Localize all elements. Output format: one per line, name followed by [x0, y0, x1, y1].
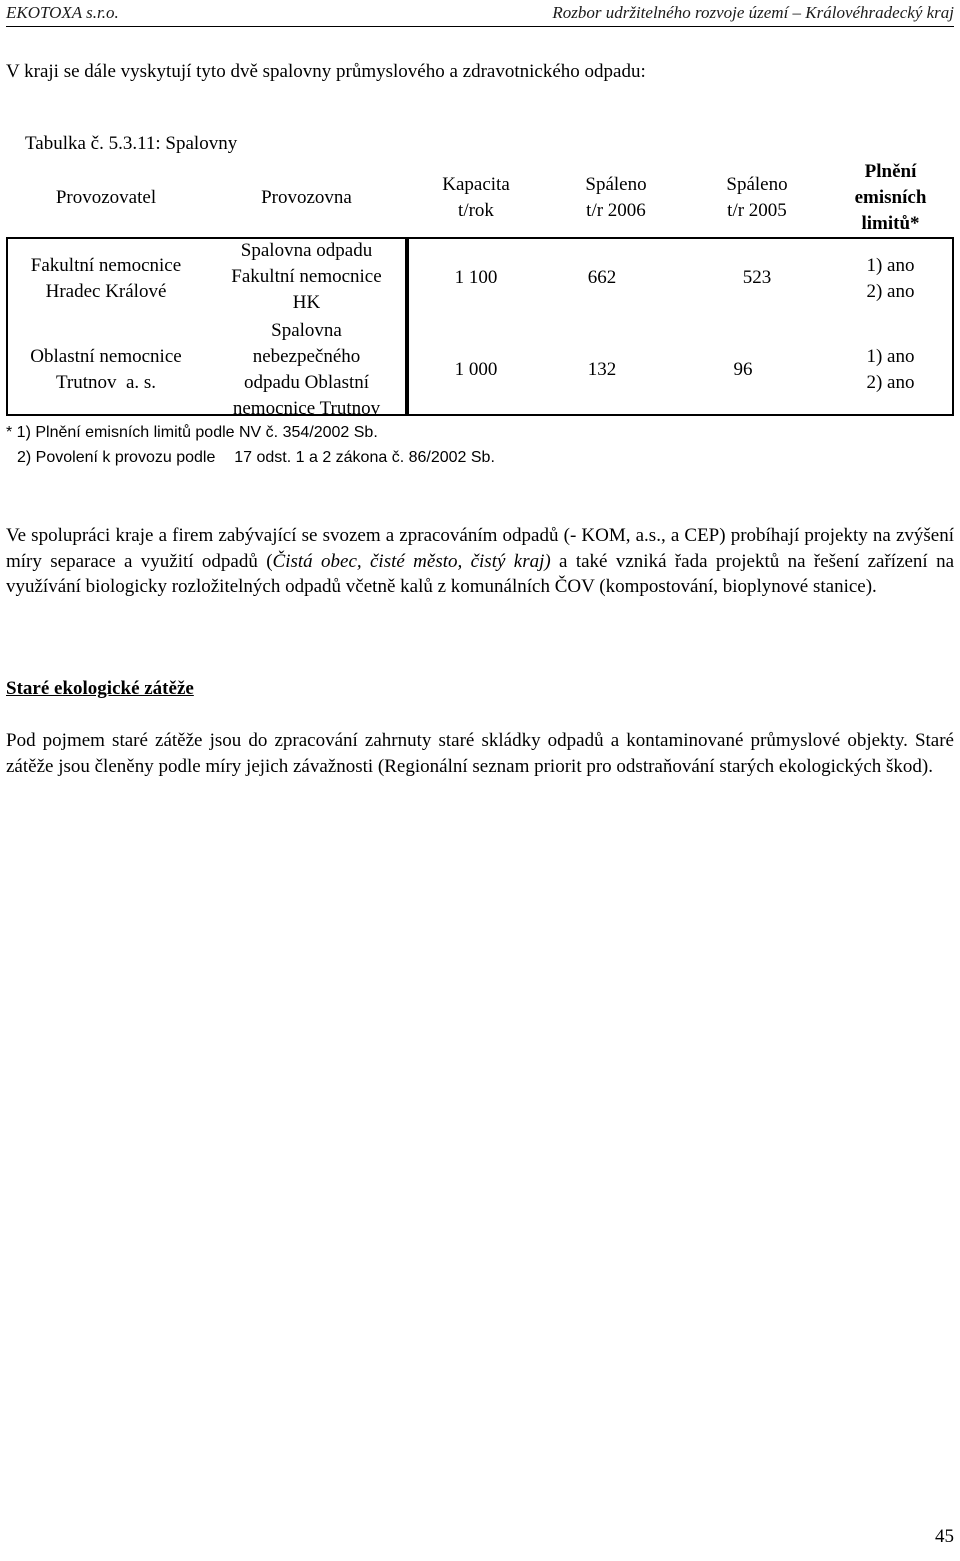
- header-spaleno-2005: [687, 172, 827, 224]
- row2-spaleno-2006: 132: [587, 359, 617, 380]
- row2-spaleno-2005: 96: [733, 359, 753, 380]
- row2-provozovatel: [6, 344, 206, 396]
- header-spaleno-2006: [545, 172, 687, 224]
- header-kapacita-line1: Kapacita: [442, 174, 510, 195]
- section-heading: Staré ekologické zátěže: [6, 678, 194, 699]
- page-number: 45: [935, 1526, 954, 1547]
- row1-spaleno-2006: 662: [587, 267, 617, 288]
- row2-plneni: [827, 344, 954, 396]
- row2-provozovna: [206, 318, 407, 422]
- row1-provozovna-line2: Fakultní nemocnice: [231, 266, 382, 287]
- header-plneni-line1: Plnění: [864, 161, 917, 182]
- paragraph-cooperation-part1: Ve spolupráci kraje a firem zabývající se svozem a zpracováním odpadů (- KOM, a.s., a CEP) probíhají projekty na zvýšení míry separace a využití odpadů (: [6, 525, 954, 572]
- header-plneni-line2: emisních: [854, 187, 927, 208]
- row2-kapacita: 1 000: [454, 359, 498, 380]
- row1-provozovatel-line1: Fakultní nemocnice: [30, 255, 182, 276]
- header-spaleno-2005-line1: Spáleno: [726, 174, 788, 195]
- page-header: [6, 0, 954, 27]
- row2-plneni-line2: 2) ano: [866, 372, 915, 393]
- row2-provozovna-line3: odpadu Oblastní: [243, 372, 370, 393]
- paragraph-cooperation-part2: a také vzniká řada projektů na řešení zařízení na využívání biologicky rozložitelných odpadů včetně kalů z komunálních ČOV (kompostování, bioplynové stanice).: [6, 550, 954, 598]
- header-provozovna: Provozovna: [261, 187, 352, 208]
- paragraph-cooperation: [6, 523, 954, 600]
- row2-provozovna-line2: nebezpečného: [252, 346, 361, 367]
- header-company: EKOTOXA s.r.o.: [6, 3, 119, 22]
- incinerators-table: [6, 157, 954, 419]
- header-spaleno-2006-line2: t/r 2006: [586, 200, 646, 221]
- row2-provozovna-line4: nemocnice Trutnov: [232, 398, 381, 419]
- row2-provozovatel-line2: Trutnov a. s.: [55, 372, 157, 393]
- table-note-2-end: 17 odst. 1 a 2 zákona č. 86/2002 Sb.: [234, 449, 495, 466]
- table-note-1: * 1) Plnění emisních limitů podle NV č. 354/2002 Sb.: [6, 424, 378, 441]
- header-kapacita: [407, 172, 545, 224]
- row1-provozovna: [206, 238, 407, 316]
- row2-provozovatel-line1: Oblastní nemocnice: [30, 346, 182, 367]
- intro-text: V kraji se dále vyskytují tyto dvě spalovny průmyslového a zdravotnického odpadu:: [6, 61, 646, 82]
- row1-provozovna-line1: Spalovna odpadu: [240, 240, 373, 261]
- header-plneni: [827, 159, 954, 237]
- row1-plneni-line2: 2) ano: [866, 281, 915, 302]
- row1-provozovatel: [6, 253, 206, 305]
- header-plneni-line3: limitů*: [861, 213, 920, 234]
- paragraph-old-burdens: Pod pojmem staré zátěže jsou do zpracování zahrnuty staré skládky odpadů a kontaminované průmyslové objekty. Staré zátěže jsou členěny podle míry jejich závažnosti (Regionální seznam priorit pro odstraňování starých ekologických škod).: [6, 730, 954, 777]
- row1-spaleno-2005: 523: [742, 267, 772, 288]
- header-spaleno-2006-line1: Spáleno: [585, 174, 647, 195]
- row2-plneni-line1: 1) ano: [866, 346, 915, 367]
- row1-provozovatel-line2: Hradec Králové: [45, 281, 167, 302]
- header-document-title: Rozbor udržitelného rozvoje území – Královéhradecký kraj: [552, 3, 954, 22]
- row1-plneni-line1: 1) ano: [866, 255, 915, 276]
- table-note-2: [17, 449, 495, 467]
- row1-plneni: [827, 253, 954, 305]
- row1-provozovna-line3: HK: [292, 292, 321, 313]
- table-note-2-start: 2) Povolení k provozu podle: [17, 449, 216, 466]
- table-caption: Tabulka č. 5.3.11: Spalovny: [25, 133, 238, 154]
- header-provozovatel: Provozovatel: [55, 187, 157, 208]
- row1-kapacita: 1 100: [454, 267, 498, 288]
- paragraph-cooperation-italic: Čistá obec, čisté město, čistý kraj): [272, 550, 551, 572]
- header-spaleno-2005-line2: t/r 2005: [727, 200, 787, 221]
- header-kapacita-line2: t/rok: [458, 200, 494, 221]
- row2-provozovna-line1: Spalovna: [271, 320, 342, 341]
